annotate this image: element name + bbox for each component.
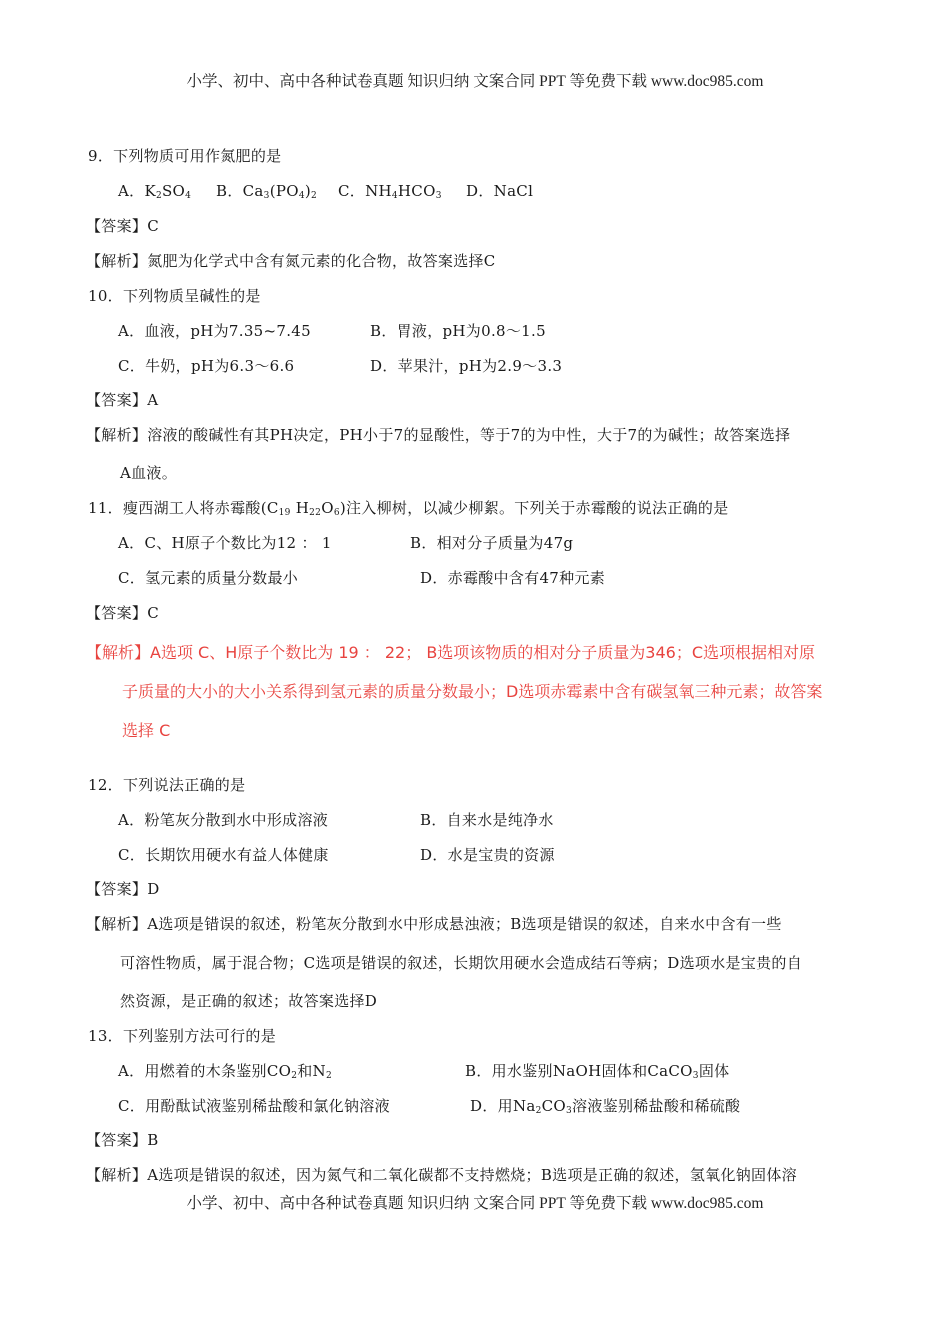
option-b: B．用水鉴别NaOH固体和CaCO$_3$固体 — [465, 1062, 730, 1081]
analysis-9: 【解析】氮肥为化学式中含有氮元素的化合物，故答案选择C — [86, 252, 496, 270]
answer-12: 【答案】D — [86, 880, 160, 898]
answer-10: 【答案】A — [86, 391, 159, 409]
analysis-12: 【解析】A选项是错误的叙述，粉笔灰分散到水中形成悬浊液；B选项是错误的叙述，自来水中含有一些 — [86, 915, 782, 933]
option-a: A．粉笔灰分散到水中形成溶液 — [118, 811, 329, 829]
option-b: B．胃液，pH为0.8～1.5 — [370, 322, 546, 340]
option-d: D．苹果汁，pH为2.9～3.3 — [370, 357, 563, 375]
answer-13: 【答案】B — [86, 1131, 159, 1149]
question-11: 11．瘦西湖工人将赤霉酸($C_{19}$ $H_{22}O_6$)注入柳树，以减少柳絮。下列关于赤霉酸的说法正确的是 — [88, 499, 729, 518]
option-b: B．自来水是纯净水 — [420, 811, 554, 829]
analysis-12-cont: 可溶性物质，属于混合物；C选项是错误的叙述，长期饮用硬水会造成结石等病；D选项水是宝贵的自 — [120, 954, 803, 972]
question-10: 10．下列物质呈碱性的是 — [88, 287, 261, 305]
analysis-10-cont: A血液。 — [120, 464, 178, 482]
analysis-12-cont: 然资源，是正确的叙述；故答案选择D — [120, 992, 378, 1010]
option-c: C．氢元素的质量分数最小 — [118, 569, 299, 587]
option-a: A．用燃着的木条鉴别$CO_2$和$N_2$ — [118, 1062, 333, 1081]
question-12: 12．下列说法正确的是 — [88, 776, 246, 794]
option-c: C．牛奶，pH为6.3～6.6 — [118, 357, 295, 375]
answer-11: 【答案】C — [86, 604, 159, 622]
option-d: D．水是宝贵的资源 — [420, 846, 555, 864]
option-c: C．$NH_4HCO_3$ — [338, 182, 442, 201]
option-d: D．NaCl — [466, 182, 534, 200]
page-footer: 小学、初中、高中各种试卷真题 知识归纳 文案合同 PPT 等免费下载 www.doc985.com — [186, 1195, 764, 1212]
analysis-11-cont: 选择 C — [122, 721, 171, 740]
option-a: A．C、H原子个数比为12 ： 1 — [118, 534, 332, 552]
page-header: 小学、初中、高中各种试卷真题 知识归纳 文案合同 PPT 等免费下载 www.doc985.com — [186, 73, 764, 90]
option-d: D．赤霉酸中含有47种元素 — [420, 569, 606, 587]
question-stem: 下列物质可用作氮肥的是 — [113, 147, 282, 165]
option-b: B．$Ca_3(PO_4)_2$ — [216, 182, 318, 201]
option-c: C．长期饮用硬水有益人体健康 — [118, 846, 329, 864]
option-b: B．相对分子质量为47g — [410, 534, 574, 552]
option-a: A．$K_2SO_4$ — [118, 182, 192, 201]
question-number: 9． — [88, 147, 114, 165]
analysis-11: 【解析】A选项 C、H原子个数比为 19 ： 22； B选项该物质的相对分子质量为346；C选项根据相对原 — [86, 643, 816, 662]
options-row — [118, 181, 878, 201]
option-c: C．用酚酞试液鉴别稀盐酸和氯化钠溶液 — [118, 1097, 390, 1115]
analysis-11-cont: 子质量的大小的大小关系得到氢元素的质量分数最小；D选项赤霉素中含有碳氢氧三种元素；故答案 — [122, 682, 823, 701]
question-9 — [88, 146, 281, 166]
analysis-13: 【解析】A选项是错误的叙述，因为氮气和二氧化碳都不支持燃烧；B选项是正确的叙述，氢氧化钠固体溶 — [86, 1166, 797, 1184]
answer-9: 【答案】C — [86, 217, 159, 235]
option-a: A．血液，pH为7.35~7.45 — [118, 322, 311, 340]
option-d: D．用$Na_2CO_3$溶液鉴别稀盐酸和稀硫酸 — [470, 1097, 741, 1116]
question-13: 13．下列鉴别方法可行的是 — [88, 1027, 277, 1045]
analysis-10: 【解析】溶液的酸碱性有其PH决定，PH小于7的显酸性，等于7的为中性，大于7的为碱性；故答案选择 — [86, 426, 791, 444]
